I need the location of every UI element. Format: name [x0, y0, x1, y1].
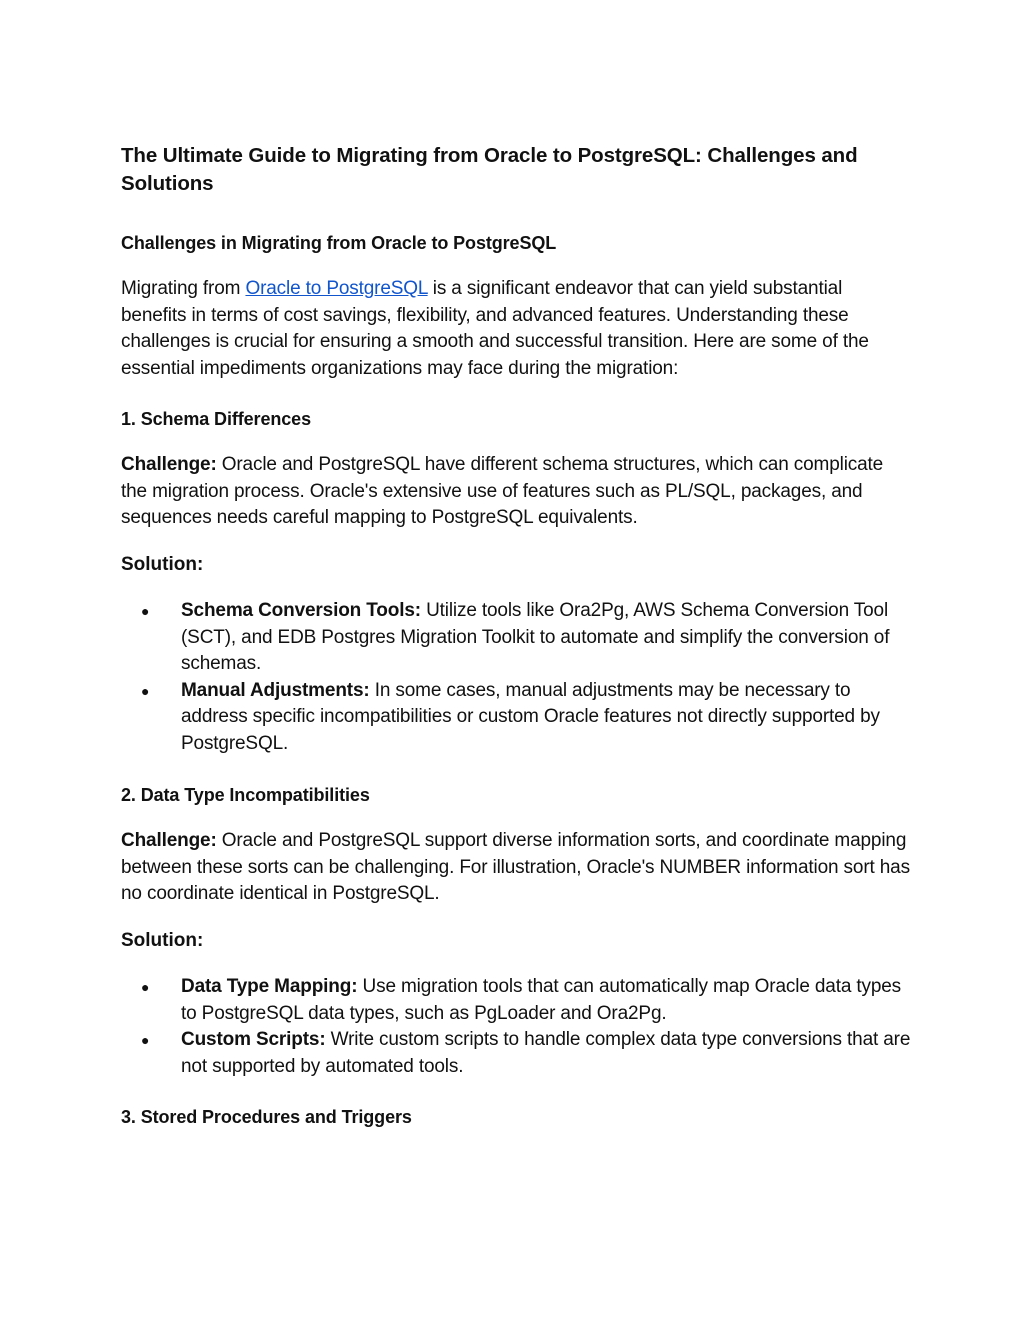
section-2-heading: 2. Data Type Incompatibilities	[121, 785, 370, 805]
bullet-text: Utilize tools like Ora2Pg, AWS Schema Conversion Tool (SCT), and EDB Postgres Migration Toolkit to automate and simplify the conversion of schemas.	[181, 600, 890, 674]
section-2-challenge	[121, 828, 911, 908]
list-item	[121, 1027, 911, 1080]
section-1-solution-label: Solution:	[121, 554, 204, 575]
list-item	[121, 678, 911, 758]
bullet-text: In some cases, manual adjustments may be necessary to address specific incompatibilities or custom Oracle features not directly supported by PostgreSQL.	[181, 679, 880, 754]
bullet-icon: ●	[141, 603, 150, 619]
bullet-icon: ●	[141, 682, 150, 699]
section-2-solution-list	[121, 974, 911, 1080]
oracle-to-postgresql-link[interactable]: Oracle to PostgreSQL	[245, 278, 428, 299]
challenge-text: Oracle and PostgreSQL have different schema structures, which can complicate the migration process. Oracle's extensive use of features such as PL/SQL, packages, and sequences needs careful mapping to PostgreSQL equivalents.	[121, 454, 884, 528]
bullet-label: Schema Conversion Tools:	[181, 600, 421, 621]
list-item	[121, 974, 911, 1027]
bullet-label: Data Type Mapping:	[181, 976, 358, 997]
challenge-text: Oracle and PostgreSQL support diverse information sorts, and coordinate mapping between these sorts can be challenging. For illustration, Oracle's NUMBER information sort has no coordinate identical in PostgreSQL.	[121, 830, 910, 904]
intro-prefix: Migrating from	[121, 278, 246, 299]
bullet-icon: ●	[141, 1032, 150, 1048]
section-2-solution-label: Solution:	[121, 930, 204, 951]
document-title: The Ultimate Guide to Migrating from Oracle to PostgreSQL: Challenges and Solutions	[121, 144, 858, 195]
list-item	[121, 598, 911, 678]
challenge-label: Challenge:	[121, 454, 217, 475]
section-3-heading: 3. Stored Procedures and Triggers	[121, 1107, 412, 1127]
section-1-challenge	[121, 452, 911, 532]
section-heading: Challenges in Migrating from Oracle to PostgreSQL	[121, 233, 557, 253]
intro-suffix: is a significant endeavor that can yield substantial benefits in terms of cost savings, flexibility, and advanced features. Understanding these challenges is crucial for ensuring a smooth and successful transition. Here are some of the essential impediments organizations may face during the migration:	[121, 278, 869, 379]
bullet-icon: ●	[141, 979, 150, 995]
section-1-heading: 1. Schema Differences	[121, 409, 311, 429]
challenge-label: Challenge:	[121, 830, 217, 851]
bullet-text: Write custom scripts to handle complex data type conversions that are not supported by automated tools.	[181, 1029, 911, 1077]
intro-paragraph	[121, 276, 911, 382]
bullet-label: Manual Adjustments:	[181, 679, 370, 701]
bullet-text: Use migration tools that can automatically map Oracle data types to PostgreSQL data types, such as PgLoader and Ora2Pg.	[181, 976, 902, 1024]
document-page	[121, 142, 911, 1127]
section-1-solution-list	[121, 598, 911, 757]
bullet-label: Custom Scripts:	[181, 1029, 326, 1050]
